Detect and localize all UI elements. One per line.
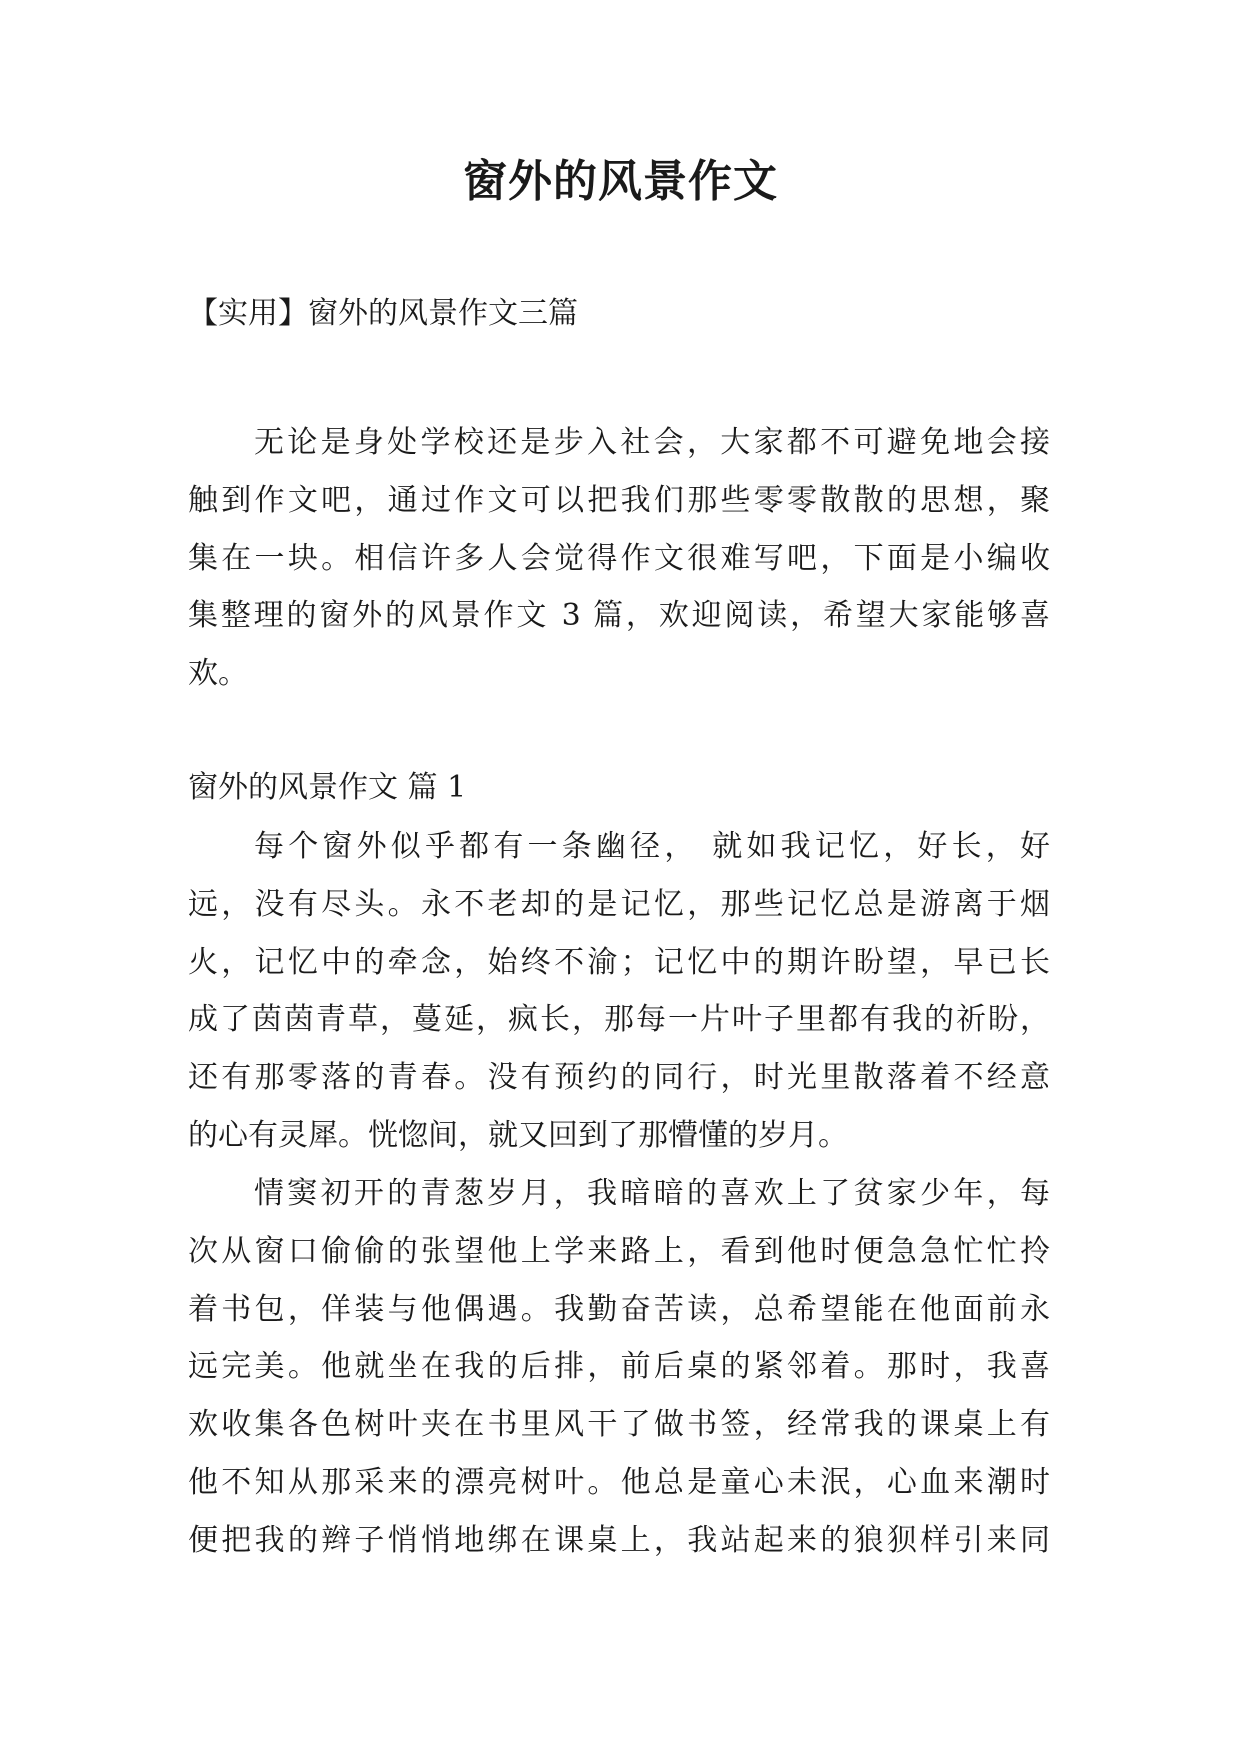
paragraph-line: 他不知从那采来的漂亮树叶。他总是童心未泯，心血来潮时 [188, 1464, 1050, 1500]
intro-paragraph [188, 414, 1050, 703]
body-paragraph-2 [188, 1165, 1050, 1570]
document-title: 窗外的风景作文 [463, 156, 778, 207]
paragraph-line: 欢。 [188, 656, 248, 692]
paragraph-line: 触到作文吧，通过作文可以把我们那些零零散散的思想，聚 [188, 482, 1050, 518]
paragraph-line: 每个窗外似乎都有一条幽径， 就如我记忆，好长，好 [254, 829, 1050, 864]
paragraph-line: 便把我的辫子悄悄地绑在课桌上，我站起来的狼狈样引来同 [188, 1522, 1050, 1558]
paragraph-line: 火，记忆中的牵念，始终不渝；记忆中的期许盼望，早已长 [188, 944, 1050, 980]
section-heading: 窗外的风景作文 篇 1 [188, 770, 467, 805]
paragraph-line: 成了茵茵青草，蔓延，疯长，那每一片叶子里都有我的祈盼， [188, 1002, 1050, 1038]
paragraph-line: 情窦初开的青葱岁月，我暗暗的喜欢上了贫家少年，每 [254, 1176, 1050, 1211]
body-paragraph-1 [188, 818, 1050, 1165]
paragraph-line: 无论是身处学校还是步入社会，大家都不可避免地会接 [254, 425, 1050, 460]
paragraph-line: 远完美。他就坐在我的后排，前后桌的紧邻着。那时，我喜 [188, 1349, 1050, 1385]
paragraph-line: 次从窗口偷偷的张望他上学来路上，看到他时便急急忙忙拎 [188, 1233, 1050, 1269]
paragraph-line: 集在一块。相信许多人会觉得作文很难写吧，下面是小编收 [188, 540, 1050, 576]
paragraph-line: 的心有灵犀。恍惚间，就又回到了那懵懂的岁月。 [188, 1117, 848, 1153]
paragraph-line: 远，没有尽头。永不老却的是记忆，那些记忆总是游离于烟 [188, 886, 1050, 922]
paragraph-line: 还有那零落的青春。没有预约的同行，时光里散落着不经意 [188, 1060, 1050, 1096]
document-subtitle: 【实用】窗外的风景作文三篇 [188, 296, 578, 331]
paragraph-line: 集整理的窗外的风景作文 3 篇，欢迎阅读，希望大家能够喜 [188, 598, 1050, 634]
paragraph-line: 着书包，佯装与他偶遇。我勤奋苦读，总希望能在他面前永 [188, 1291, 1050, 1327]
paragraph-line: 欢收集各色树叶夹在书里风干了做书签，经常我的课桌上有 [188, 1407, 1050, 1443]
